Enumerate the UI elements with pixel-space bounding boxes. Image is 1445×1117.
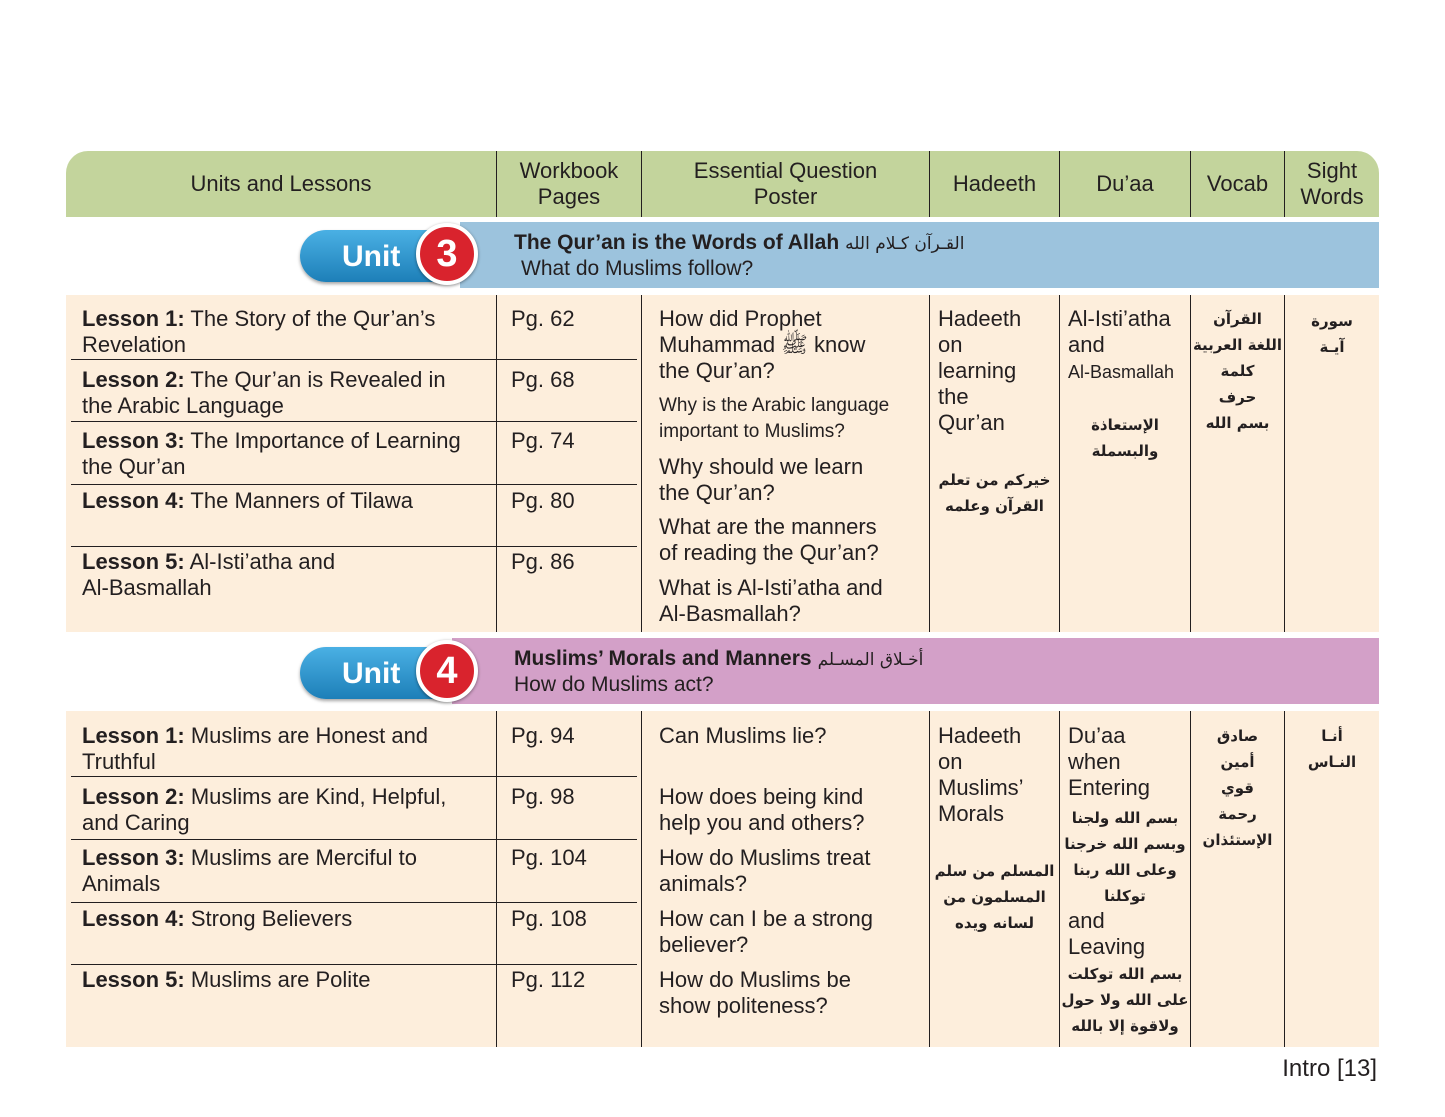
vocab-list: القرآن اللغة العربية كلمة حرف بسم الله bbox=[1192, 310, 1283, 432]
hadeeth-text: Hadeeth on Muslims’ Morals bbox=[938, 723, 1024, 826]
page-ref: Pg. 86 bbox=[511, 549, 575, 574]
essential-question: What are the manners of reading the Qur’an? bbox=[659, 514, 879, 565]
hadeeth-arabic: المسلم من سلم المسلمون من لسانه ويده bbox=[934, 862, 1055, 932]
table-row: Lesson 2: The Qur’an is Revealed in the Arabic Language bbox=[82, 367, 446, 418]
essential-question: How did Prophet Muhammad ﷺ know the Qur’an? bbox=[659, 306, 866, 383]
page-ref: Pg. 108 bbox=[511, 906, 587, 931]
table-row: Lesson 4: The Manners of Tilawa bbox=[82, 488, 413, 513]
page-ref: Pg. 80 bbox=[511, 488, 575, 513]
table-row: Lesson 1: The Story of the Qur’an’s Revelation bbox=[82, 306, 436, 357]
unit3-subtitle: What do Muslims follow? bbox=[521, 257, 754, 280]
page-ref: Pg. 112 bbox=[511, 967, 586, 992]
hadeeth-arabic: خيركم من تعلم القرآن وعلمه bbox=[938, 471, 1051, 515]
essential-question: Can Muslims lie? bbox=[659, 723, 827, 748]
table-row: Lesson 5: Muslims are Polite bbox=[82, 967, 371, 992]
unit4-number-badge: 4 bbox=[416, 640, 478, 702]
table-row: Lesson 5: Al-Isti’atha and Al-Basmallah bbox=[82, 549, 336, 600]
unit4-title: Muslims’ Morals and Manners أخـلاق المسـلم bbox=[514, 647, 924, 670]
unit3-number-badge: 3 bbox=[416, 223, 478, 285]
unit3-pill: Unit bbox=[300, 230, 465, 282]
essential-question: How can I be a strong believer? bbox=[659, 906, 874, 957]
essential-question: How do Muslims be show politeness? bbox=[659, 967, 851, 1018]
page-ref: Pg. 104 bbox=[511, 845, 587, 870]
essential-question: How do Muslims treat animals? bbox=[659, 845, 871, 896]
duaa-text: Du’aa when Entering bbox=[1068, 723, 1150, 800]
header-essential-question: Essential Question Poster bbox=[693, 158, 878, 209]
duaa-arabic-leaving: بسم الله توكلت على الله ولا حول ولاقوة إلا بالله bbox=[1061, 965, 1189, 1035]
page-ref: Pg. 74 bbox=[511, 428, 575, 453]
essential-question: How does being kind help you and others? bbox=[659, 784, 865, 835]
page-ref: Pg. 68 bbox=[511, 367, 575, 392]
duaa-text: Al-Isti’atha and Al-Basmallah bbox=[1068, 306, 1175, 382]
sight-words-list: سورة آيـة bbox=[1311, 312, 1353, 356]
table-row: Lesson 3: Muslims are Merciful to Animals bbox=[82, 845, 417, 896]
table-row: Lesson 2: Muslims are Kind, Helpful, and Caring bbox=[82, 784, 447, 835]
page-ref: Pg. 94 bbox=[511, 723, 575, 748]
duaa-arabic: الإستعاذة والبسملة bbox=[1091, 416, 1159, 460]
duaa-arabic-entering: بسم الله ولجنا وبسم الله خرجنا وعلى الله ربنا توكلنا bbox=[1064, 809, 1186, 905]
vocab-list: صادق أمين قوي رحمة الإستئذان bbox=[1202, 727, 1273, 849]
header-hadeeth: Hadeeth bbox=[952, 171, 1037, 196]
unit4-subtitle: How do Muslims act? bbox=[514, 673, 714, 696]
table-row: Lesson 1: Muslims are Honest and Truthful bbox=[82, 723, 429, 774]
hadeeth-text: Hadeeth on learning the Qur’an bbox=[938, 306, 1022, 435]
page-ref: Pg. 62 bbox=[511, 306, 575, 331]
header-workbook-pages: Workbook Pages bbox=[519, 158, 619, 209]
header-duaa: Du’aa bbox=[1096, 171, 1154, 196]
unit3-title: The Qur’an is the Words of Allah القـرآن كـلام الله bbox=[514, 231, 965, 254]
header-vocab: Vocab bbox=[1206, 171, 1269, 196]
unit4-pill: Unit bbox=[300, 647, 465, 699]
table-row: Lesson 4: Strong Believers bbox=[82, 906, 353, 931]
duaa-text: and Leaving bbox=[1068, 908, 1146, 959]
sight-words-list: أنـا النـاس bbox=[1307, 727, 1357, 771]
page-ref: Pg. 98 bbox=[511, 784, 575, 809]
essential-question: Why should we learn the Qur’an? bbox=[659, 454, 864, 505]
header-units-lessons: Units and Lessons bbox=[190, 171, 372, 196]
table-row: Lesson 3: The Importance of Learning the Qur’an bbox=[82, 428, 461, 479]
essential-question: Why is the Arabic language important to Muslims? bbox=[659, 395, 890, 442]
header-sight-words: Sight Words bbox=[1300, 158, 1364, 209]
essential-question: What is Al-Isti’atha and Al-Basmallah? bbox=[659, 575, 883, 626]
page-number: Intro [13] bbox=[1282, 1055, 1377, 1082]
